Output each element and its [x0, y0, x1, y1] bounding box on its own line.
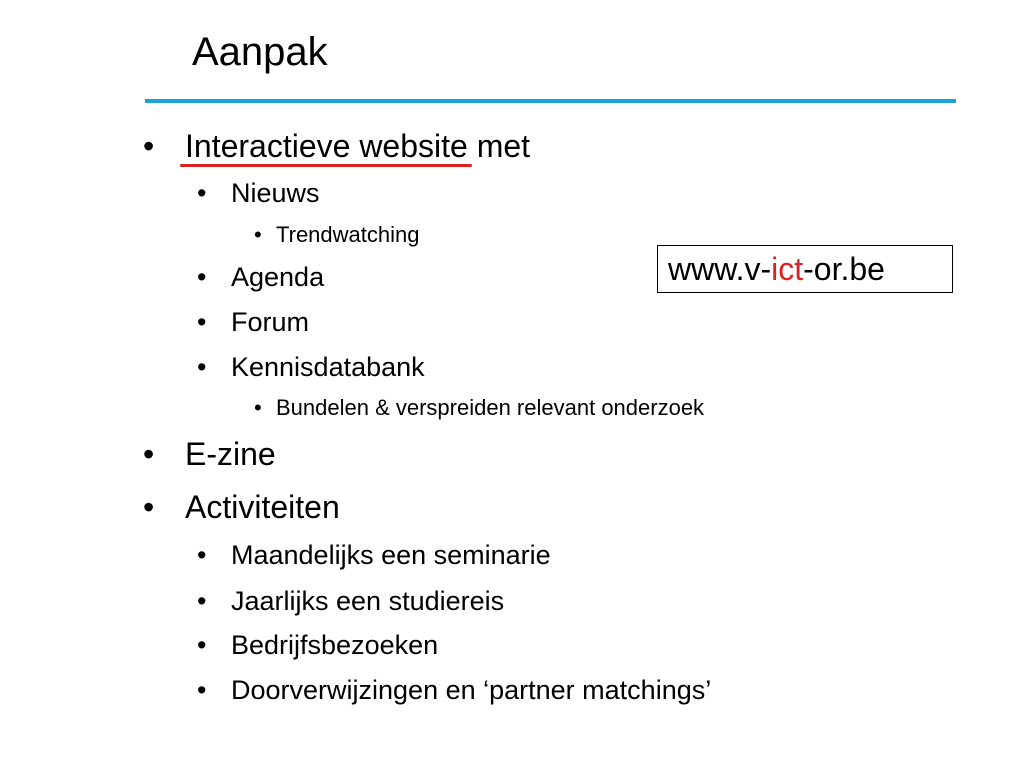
bullet-dot-icon: •: [197, 540, 207, 570]
bullet-dot-icon: •: [197, 307, 207, 337]
red-underline-mark: [180, 164, 472, 167]
bullet-text: Nieuws: [231, 178, 320, 208]
bullet-text: Bedrijfsbezoeken: [231, 630, 439, 660]
bullet-text: Doorverwijzingen en ‘partner matchings’: [231, 675, 712, 705]
bullet-text: E-zine: [185, 436, 276, 472]
bullet-dot-icon: •: [143, 436, 155, 472]
url-prefix: www.v-: [668, 251, 772, 287]
bullet-dot-icon: •: [197, 178, 207, 208]
website-url-box: [657, 245, 953, 293]
bullet-dot-icon: •: [197, 262, 207, 292]
bullet-dot-icon: •: [197, 586, 207, 616]
bullet-dot-icon: •: [197, 675, 207, 705]
url-highlight: ict: [771, 251, 804, 287]
bullet-text-rest: met: [467, 128, 531, 164]
slide-title: Aanpak: [192, 30, 328, 74]
bullet-text: Activiteiten: [185, 489, 340, 525]
bullet-dot-icon: •: [197, 630, 207, 660]
url-suffix: -or.be: [803, 251, 885, 287]
bullet-text: Maandelijks een seminarie: [231, 540, 551, 570]
bullet-text: Kennisdatabank: [231, 352, 425, 382]
bullet-text: Agenda: [231, 262, 325, 292]
bullet-text: Jaarlijks een studiereis: [231, 586, 505, 616]
bullet-text: Bundelen & verspreiden relevant onderzoek: [276, 395, 705, 420]
bullet-text: Forum: [231, 307, 310, 337]
bullet-dot-icon: •: [197, 352, 207, 382]
bullet-dot-icon: •: [143, 489, 155, 525]
bullet-dot-icon: •: [254, 222, 262, 247]
title-divider-line: [145, 99, 956, 103]
bullet-dot-icon: •: [254, 395, 262, 420]
bullet-dot-icon: •: [143, 128, 155, 164]
underlined-phrase: Interactieve website: [185, 127, 468, 165]
bullet-text: Trendwatching: [276, 222, 420, 247]
